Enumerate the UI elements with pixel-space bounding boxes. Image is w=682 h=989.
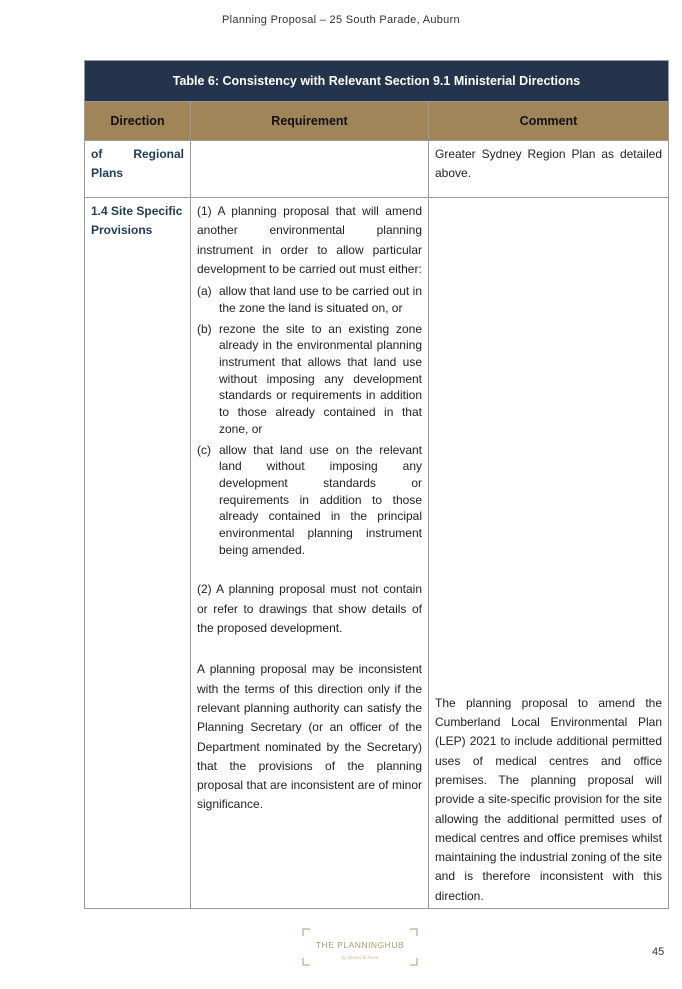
requirement-paragraph-3: A planning proposal may be inconsistent with the terms of this direction only if the relevant planning authority can satisfy the Planning Secretary (or an officer of the Department nominated by the Secretary) that the provisions of the planning proposal that are inconsistent are of minor significance. [197,662,422,812]
table-row [85,141,669,198]
direction-cell: of Regional Plans [85,141,191,198]
logo-tagline: by Hawes & Swan [341,956,379,961]
requirement-cell [191,141,429,198]
requirement-paragraph-2: (2) A planning proposal must not contain or refer to drawings that show details of the proposed development. [197,582,422,636]
comment-cell [429,198,669,909]
consistency-table [84,60,669,909]
column-header-requirement: Requirement [191,102,429,141]
list-item [197,442,422,559]
comment-cell: Greater Sydney Region Plan as detailed above. [429,141,669,198]
list-item-text: allow that land use to be carried out in the zone the land is situated on, or [219,284,422,315]
planning-hub-logo [302,928,418,966]
list-marker: (a) [197,284,212,299]
list-item-text: rezone the site to an existing zone already in the environmental planning instrument that allows that land use without imposing any development standards or requirements in addition to those already contained in that zone, or [219,321,422,436]
column-header-comment: Comment [429,102,669,141]
requirement-list [197,283,422,558]
page-header: Planning Proposal – 25 South Parade, Auburn [222,14,460,26]
logo-wordmark: THE PLANNINGHUB [315,940,405,950]
list-item [197,283,422,316]
table-title: Table 6: Consistency with Relevant Section 9.1 Ministerial Directions [85,61,669,102]
column-header-direction: Direction [85,102,191,141]
requirement-cell [191,198,429,909]
page-number: 45 [652,946,665,958]
list-item-text: allow that land use on the relevant land without imposing any development standards or requirements in addition to those already contained in the principal environmental planning instrument being amended. [219,442,422,557]
comment-text: The planning proposal to amend the Cumberland Local Environmental Plan (LEP) 2021 to include additional permitted uses of medical centres and office premises. The planning proposal will provide a site-specific provision for the site allowing the additional permitted uses of medical centres and office premises whilst maintaining the industrial zoning of the site and is therefore inconsistent with this direction. [435,695,662,903]
table-row [85,198,669,909]
list-marker: (b) [197,321,212,336]
list-marker: (c) [197,442,211,457]
direction-cell: 1.4 Site Specific Provisions [85,198,191,909]
list-item [197,321,422,438]
requirement-intro: (1) A planning proposal that will amend another environmental planning instrument in order to allow particular development to be carried out must either: [197,204,422,276]
